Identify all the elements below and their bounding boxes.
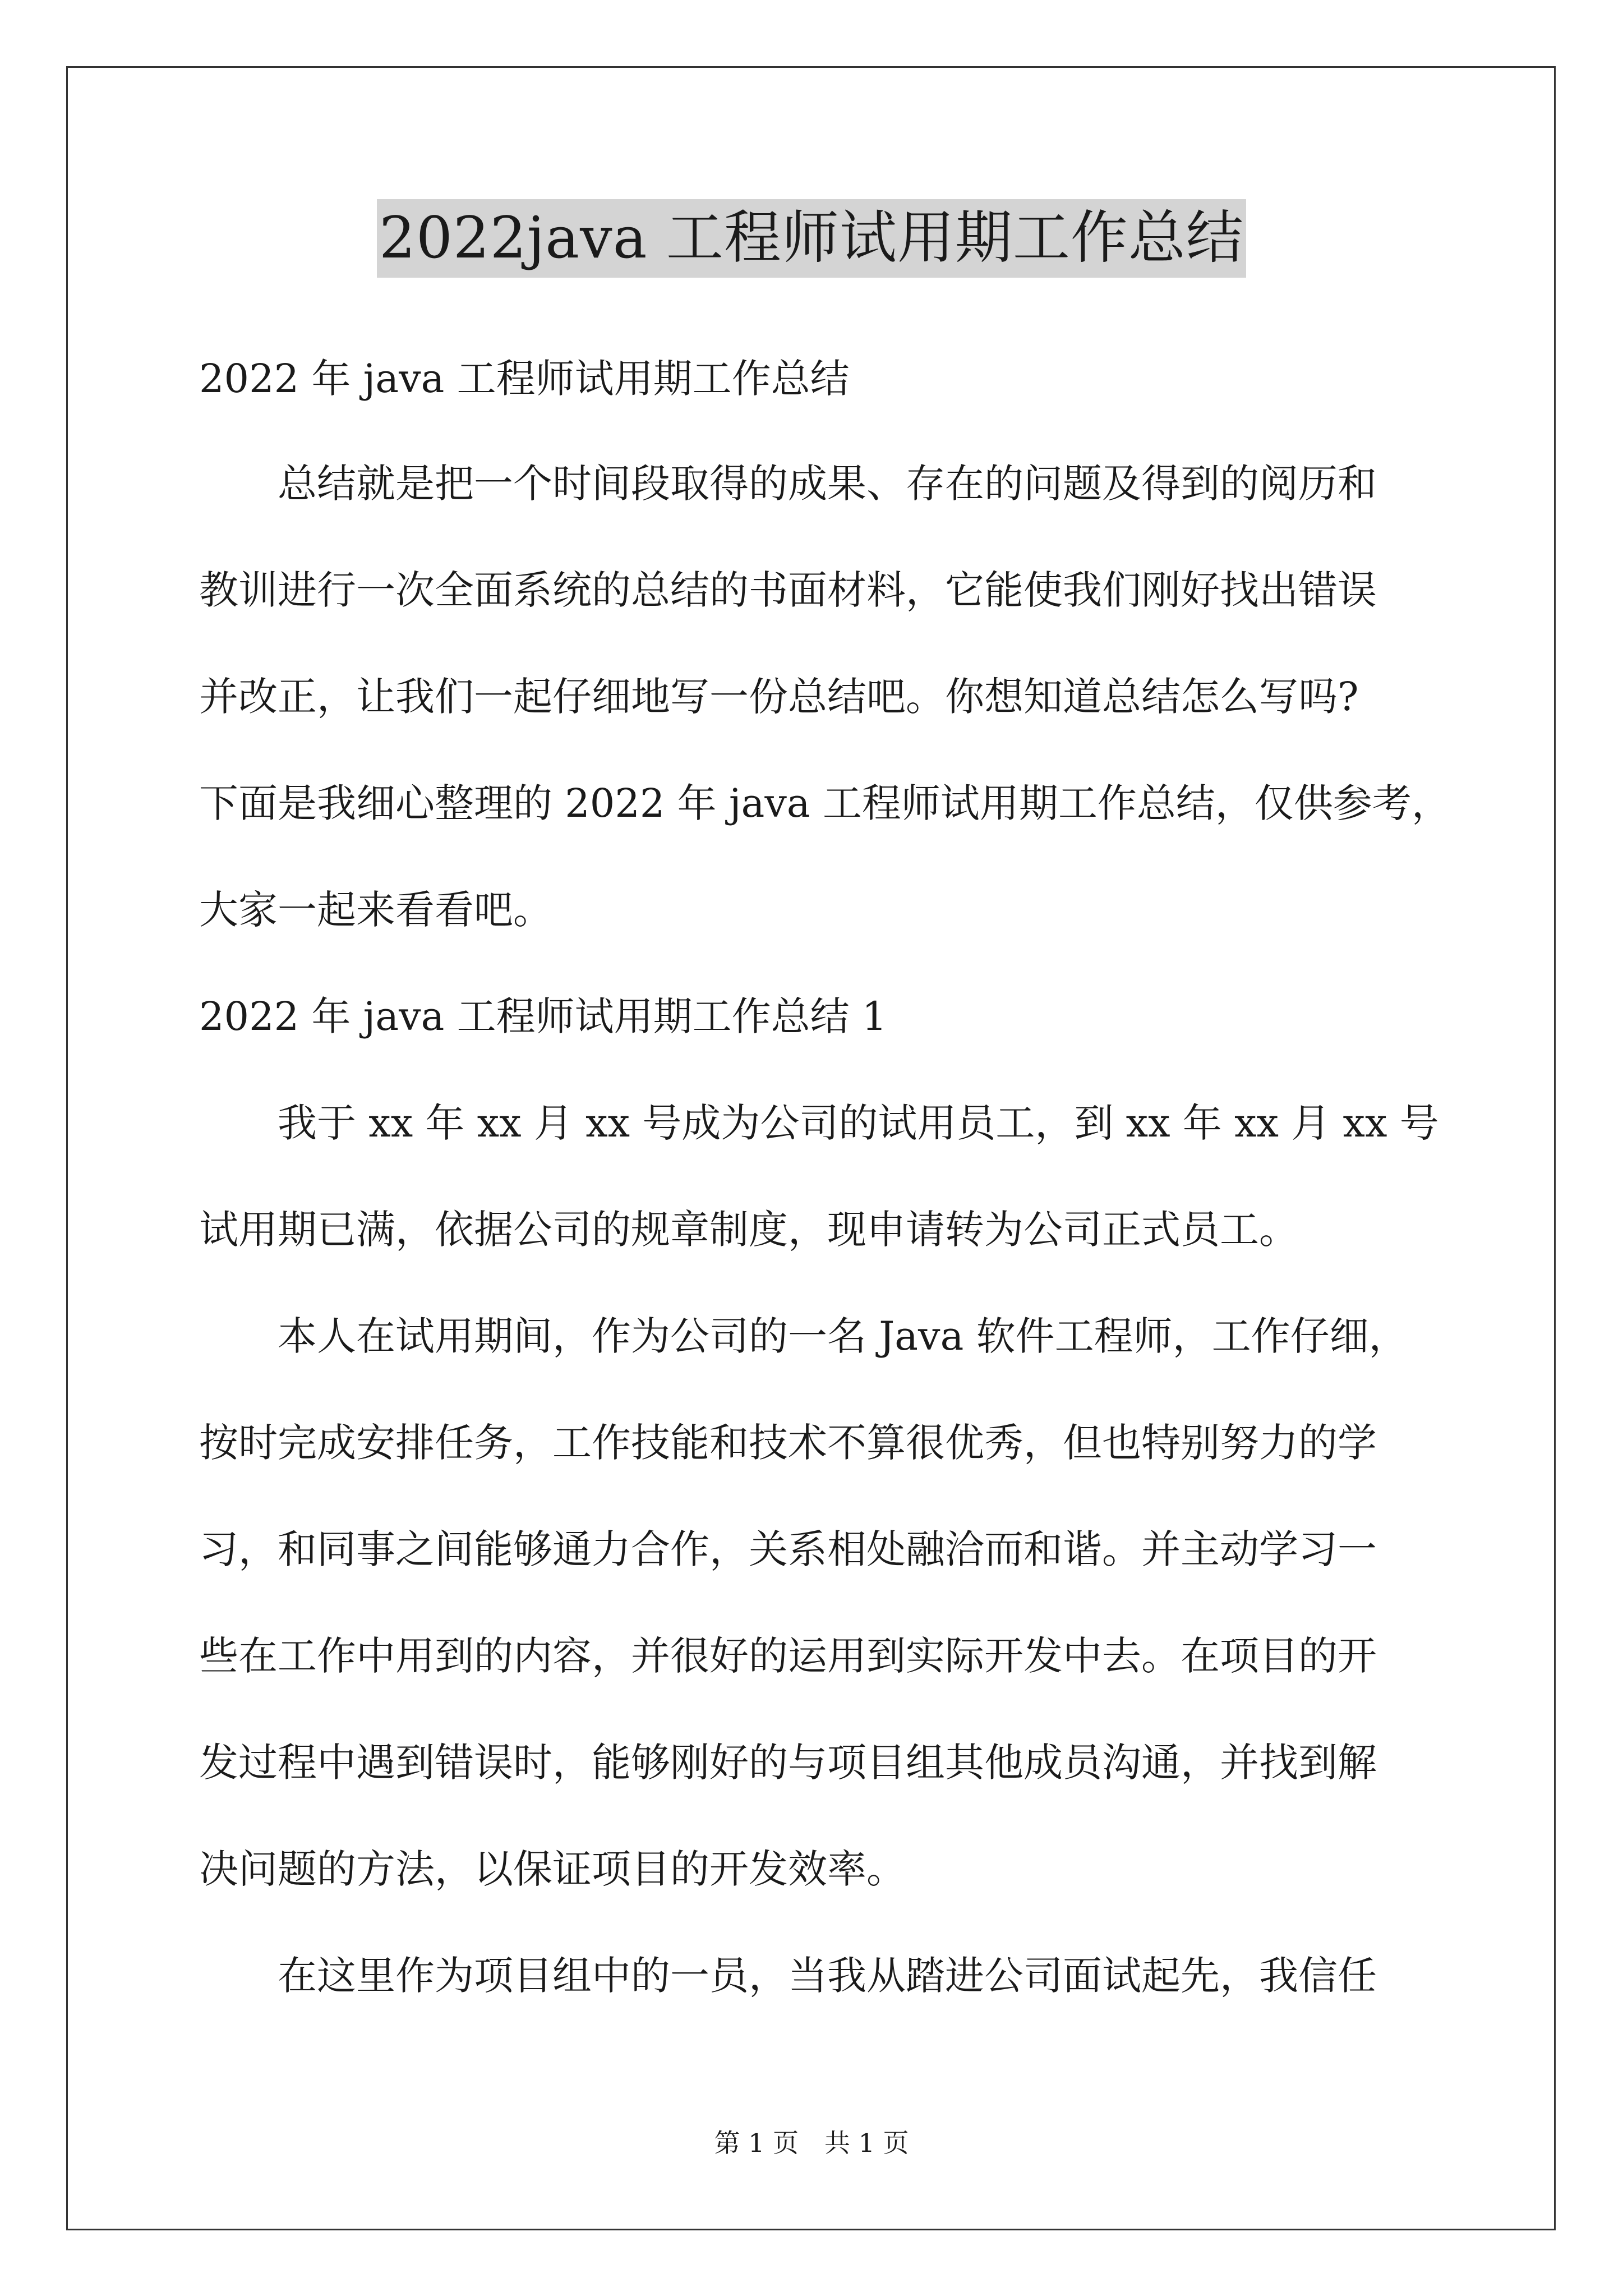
title-container bbox=[0, 199, 1623, 278]
paragraph-line: 发过程中遇到错误时，能够刚好的与项目组其他成员沟通，并找到解 bbox=[199, 1740, 1377, 1786]
paragraph-line: 些在工作中用到的内容，并很好的运用到实际开发中去。在项目的开 bbox=[199, 1633, 1377, 1679]
paragraph-line: 试用期已满，依据公司的规章制度，现申请转为公司正式员工。 bbox=[199, 1207, 1298, 1253]
subtitle-line: 2022 年 java 工程师试用期工作总结 bbox=[199, 356, 850, 402]
paragraph-line: 大家一起来看看吧。 bbox=[199, 887, 552, 933]
paragraph-line: 习，和同事之间能够通力合作，关系相处融洽而和谐。并主动学习一 bbox=[199, 1526, 1377, 1572]
paragraph-line: 在这里作为项目组中的一员，当我从踏进公司面试起先，我信任 bbox=[199, 1953, 1377, 1999]
page-footer: 第 1 页 共 1 页 bbox=[714, 2128, 909, 2158]
paragraph-line: 下面是我细心整理的 2022 年 java 工程师试用期工作总结，仅供参考， bbox=[199, 780, 1451, 826]
document-title: 2022java 工程师试用期工作总结 bbox=[377, 199, 1246, 278]
paragraph-line: 决问题的方法，以保证项目的开发效率。 bbox=[199, 1846, 906, 1892]
paragraph-line: 教训进行一次全面系统的总结的书面材料，它能使我们刚好找出错误 bbox=[199, 567, 1377, 613]
paragraph-line: 按时完成安排任务，工作技能和技术不算很优秀，但也特别努力的学 bbox=[199, 1420, 1377, 1466]
paragraph-line: 我于 xx 年 xx 月 xx 号成为公司的试用员工，到 xx 年 xx 月 xx 号 bbox=[199, 1100, 1439, 1146]
section-heading: 2022 年 java 工程师试用期工作总结 1 bbox=[199, 993, 887, 1039]
paragraph-line: 并改正，让我们一起仔细地写一份总结吧。你想知道总结怎么写吗? bbox=[199, 674, 1359, 720]
paragraph-line: 本人在试用期间，作为公司的一名 Java 软件工程师，工作仔细， bbox=[199, 1313, 1408, 1359]
paragraph-line: 总结就是把一个时间段取得的成果、存在的问题及得到的阅历和 bbox=[199, 461, 1377, 507]
